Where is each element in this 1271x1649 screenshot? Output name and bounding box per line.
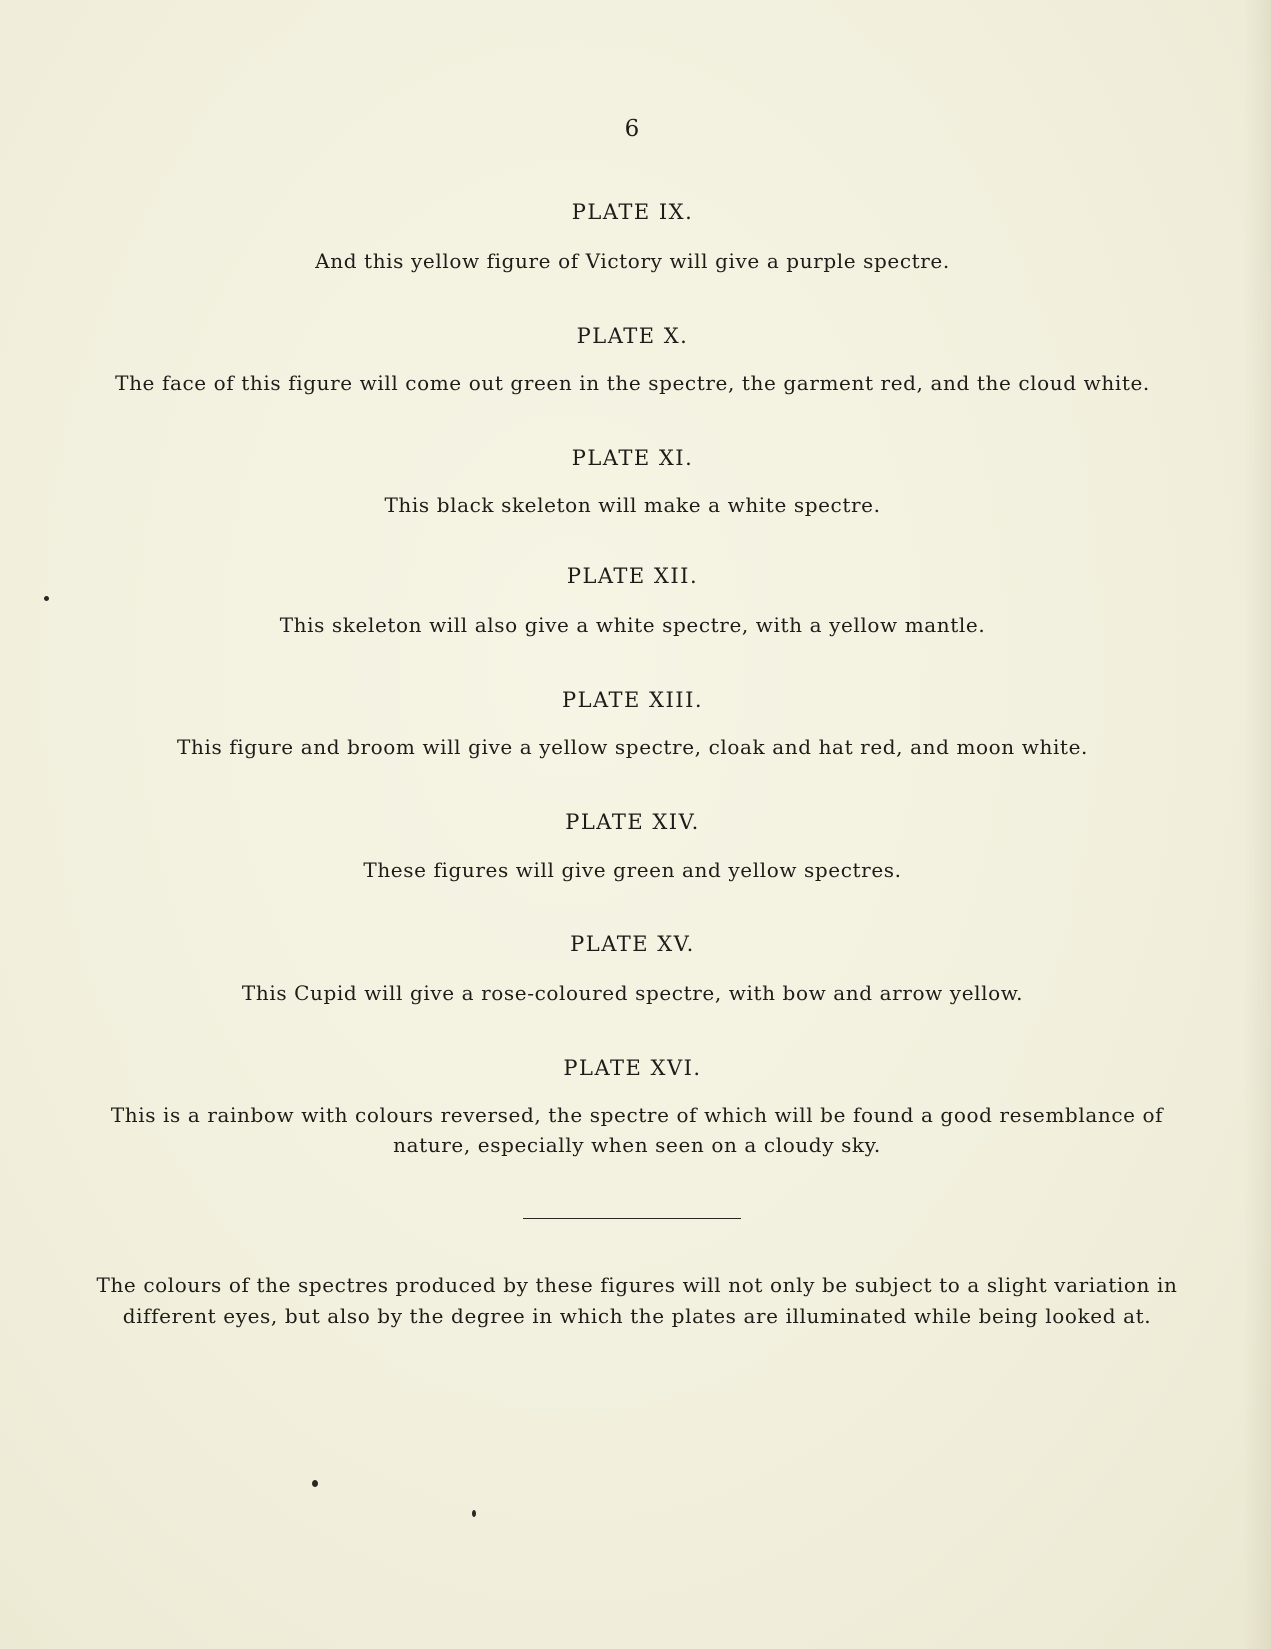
plate-description: This black skeleton will make a white spectre.: [384, 493, 881, 517]
section-divider: [523, 1218, 741, 1219]
plate-heading: PLATE XI.: [571, 446, 694, 470]
plate-heading: PLATE XVI.: [563, 1056, 702, 1080]
plate-description: The face of this figure will come out green in the spectre, the garment red, and the cloud white.: [115, 371, 1150, 395]
plate-heading: PLATE XIV.: [565, 810, 700, 834]
page-number: 6: [624, 116, 641, 142]
plate-description: This skeleton will also give a white spectre, with a yellow mantle.: [279, 613, 986, 637]
ink-speck: [472, 1510, 476, 1517]
plate-description: This is a rainbow with colours reversed, the spectre of which will be found a good resemblance of nature, especially when seen on a cloudy sky.: [110, 1103, 1164, 1157]
plate-description: And this yellow figure of Victory will give a purple spectre.: [315, 249, 950, 273]
plate-description: This Cupid will give a rose-coloured spectre, with bow and arrow yellow.: [241, 981, 1024, 1005]
closing-note: The colours of the spectres produced by these figures will not only be subject to a slight variation in different eyes, but also by the degree in which the plates are illuminated while being looked at.: [96, 1273, 1178, 1328]
ink-speck: [312, 1480, 318, 1487]
plate-heading: PLATE XII.: [566, 564, 699, 588]
plate-heading: PLATE IX.: [571, 200, 694, 224]
plate-heading: PLATE XV.: [570, 932, 695, 956]
plate-heading: PLATE XIII.: [561, 688, 704, 712]
plate-heading: PLATE X.: [576, 324, 689, 348]
plate-description: This figure and broom will give a yellow spectre, cloak and hat red, and moon white.: [177, 735, 1088, 759]
plate-description: These figures will give green and yellow spectres.: [363, 858, 902, 882]
ink-speck: [44, 596, 49, 601]
